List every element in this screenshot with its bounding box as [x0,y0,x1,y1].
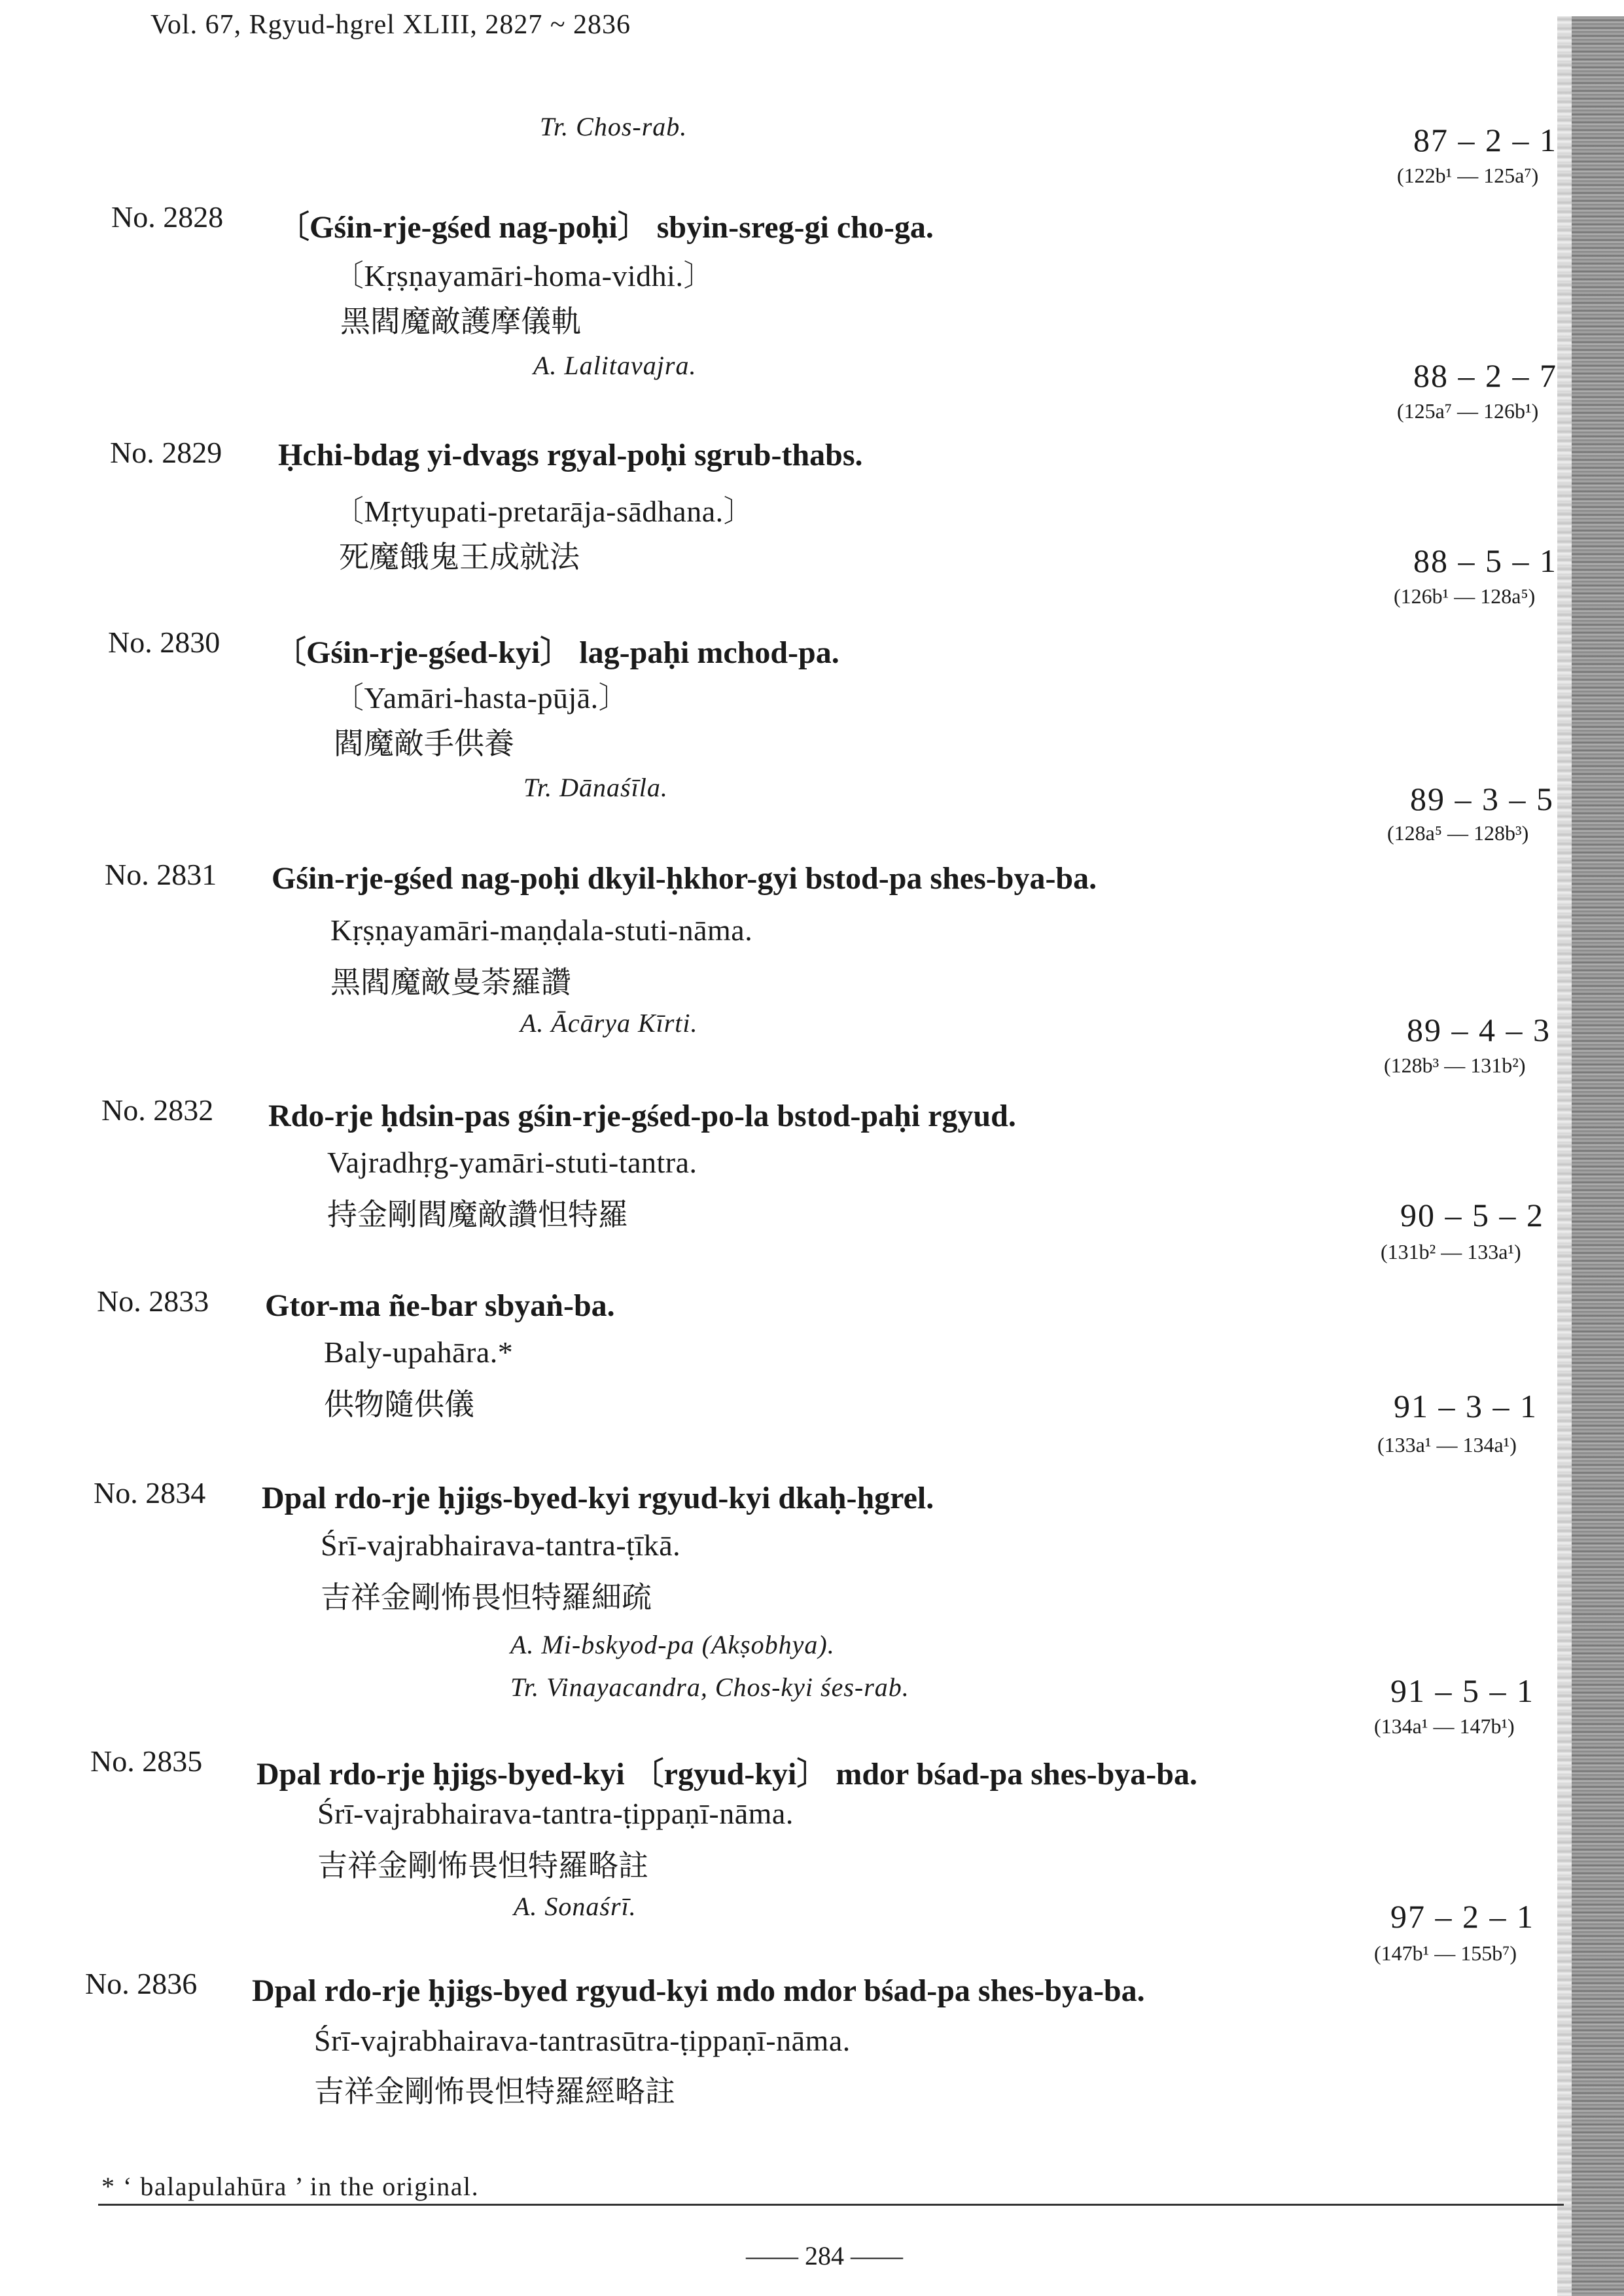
entry-credit: A. Sonaśrī. [514,1892,637,1921]
entry-credit-translators: Tr. Vinayacandra, Chos-kyi śes-rab. [510,1672,909,1702]
entry-tibetan-title: 〔Gśin-rje-gśed nag-poḥi〕 sbyin-sreg-gi cho-ga. [278,210,934,245]
page-number: —— 284 —— [746,2241,903,2270]
entry-number: No. 2830 [108,626,221,659]
entry-tibetan-title: Rdo-rje ḥdsin-pas gśin-rje-gśed-po-la bstod-paḥi rgyud. [268,1099,1016,1133]
preceding-location: 87 – 2 – 1 [1413,122,1557,158]
entry-chinese-title: 供物隨供儀 [324,1386,474,1422]
entry-chinese-title: 吉祥金剛怖畏怛特羅經略註 [314,2074,675,2109]
entry-folios: (131b² — 133a¹) [1381,1240,1521,1263]
entry-number: No. 2829 [110,436,222,469]
entry-credit: A. Lalitavajra. [533,351,697,380]
entry-credit: Tr. Dānaśīla. [523,773,668,802]
entry-tibetan-title: Dpal rdo-rje ḥjigs-byed-kyi rgyud-kyi dkaḥ-ḥgrel. [262,1481,934,1515]
entry-number: No. 2834 [94,1476,206,1510]
entry-location: 91 – 5 – 1 [1390,1672,1534,1709]
entry-location: 88 – 2 – 7 [1413,357,1557,394]
entry-chinese-title: 閻魔敵手供養 [334,726,514,761]
entry-chinese-title: 黑閻魔敵護摩儀軌 [340,304,581,339]
entry-number: No. 2836 [85,1967,198,2000]
entry-sanskrit-title: 〔Kṛṣṇayamāri-homa-vidhi.〕 [334,259,714,292]
entry-chinese-title: 死魔餓鬼王成就法 [339,539,580,574]
entry-sanskrit-title: Kṛṣṇayamāri-maṇḍala-stuti-nāma. [330,913,753,947]
entry-sanskrit-title: Vajradhṛg-yamāri-stuti-tantra. [327,1146,697,1179]
entry-sanskrit-title: 〔Mṛtyupati-pretarāja-sādhana.〕 [334,495,754,528]
running-head: Vol. 67, Rgyud-hgrel XLIII, 2827 ~ 2836 [150,10,631,40]
entry-number: No. 2832 [101,1093,214,1127]
scanned-page-edge [1572,16,1624,2296]
entry-tibetan-title: 〔Gśin-rje-gśed-kyi〕 lag-paḥi mchod-pa. [275,635,839,670]
entry-folios: (125a⁷ — 126b¹) [1397,399,1539,423]
entry-tibetan-title: Gśin-rje-gśed nag-poḥi dkyil-ḥkhor-gyi bstod-pa shes-bya-ba. [272,861,1097,896]
entry-location: 91 – 3 – 1 [1394,1388,1538,1424]
entry-credit: A. Mi-bskyod-pa (Akṣobhya). [510,1630,835,1659]
entry-chinese-title: 吉祥金剛怖畏怛特羅略註 [317,1848,648,1883]
entry-tibetan-title: Ḥchi-bdag yi-dvags rgyal-poḥi sgrub-thabs. [278,438,863,472]
entry-chinese-title: 吉祥金剛怖畏怛特羅細疏 [321,1580,652,1615]
entry-number: No. 2828 [111,200,224,234]
entry-location: 90 – 5 – 2 [1400,1197,1544,1233]
footnote-rule [98,2204,1564,2206]
entry-location: 88 – 5 – 1 [1413,542,1557,579]
entry-folios: (128b³ — 131b²) [1384,1053,1526,1077]
entry-number: No. 2833 [97,1284,209,1318]
entry-tibetan-title: Gtor-ma ñe-bar sbyaṅ-ba. [265,1288,615,1323]
entry-credit: A. Ācārya Kīrti. [520,1008,698,1038]
entry-chinese-title: 持金剛閻魔敵讚怛特羅 [327,1197,628,1232]
entry-sanskrit-title: 〔Yamāri-hasta-pūjā.〕 [334,681,629,715]
entry-folios: (133a¹ — 134a¹) [1377,1433,1517,1457]
preceding-translator: Tr. Chos-rab. [540,112,688,141]
footnote: * ‘ balapulahūra ’ in the original. [101,2172,480,2201]
entry-sanskrit-title: Baly-upahāra.* [324,1335,514,1369]
preceding-folios: (122b¹ — 125a⁷) [1397,164,1539,187]
entry-number: No. 2831 [105,858,217,891]
entry-location: 97 – 2 – 1 [1390,1898,1534,1935]
entry-folios: (134a¹ — 147b¹) [1374,1714,1515,1738]
entry-number: No. 2835 [90,1744,203,1778]
entry-tibetan-title: Dpal rdo-rje ḥjigs-byed rgyud-kyi mdo mdor bśad-pa shes-bya-ba. [252,1973,1145,2008]
entry-folios: (126b¹ — 128a⁵) [1394,584,1536,608]
entry-folios: (128a⁵ — 128b³) [1387,821,1529,845]
entry-location: 89 – 3 – 5 [1410,781,1554,817]
entry-chinese-title: 黑閻魔敵曼荼羅讚 [330,964,571,1000]
entry-location: 89 – 4 – 3 [1407,1012,1551,1048]
entry-sanskrit-title: Śrī-vajrabhairava-tantrasūtra-ṭippaṇī-nāma. [314,2024,851,2057]
entry-tibetan-title: Dpal rdo-rje ḥjigs-byed-kyi 〔rgyud-kyi〕 mdor bśad-pa shes-bya-ba. [256,1757,1197,1792]
entry-folios: (147b¹ — 155b⁷) [1374,1941,1517,1965]
entry-sanskrit-title: Śrī-vajrabhairava-tantra-ṭippaṇī-nāma. [317,1797,794,1830]
entry-sanskrit-title: Śrī-vajrabhairava-tantra-ṭīkā. [321,1528,681,1562]
